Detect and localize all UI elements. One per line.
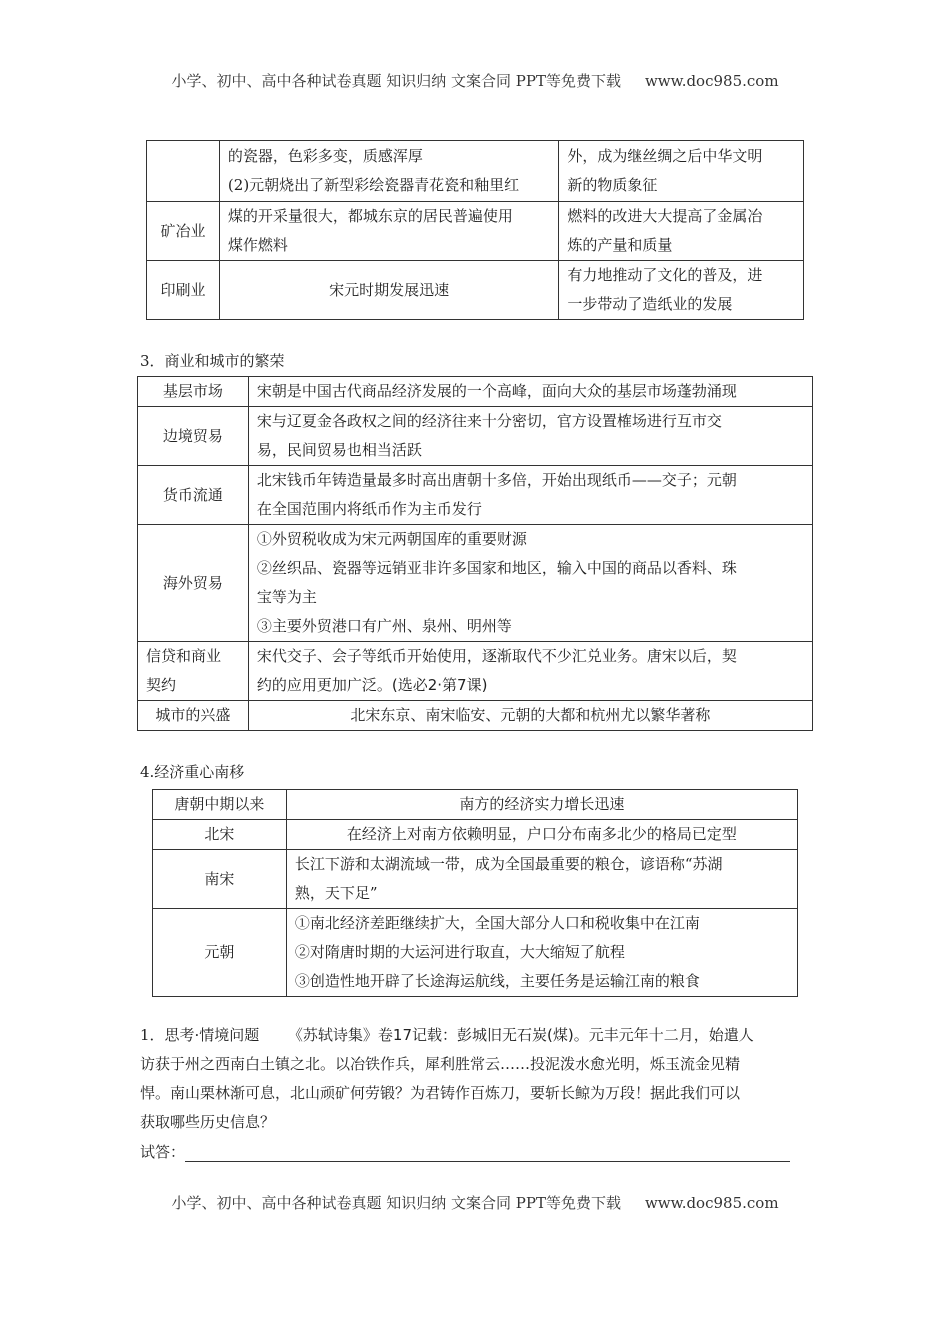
page-header xyxy=(0,70,950,91)
table-industry xyxy=(146,140,804,320)
table-row xyxy=(153,820,798,850)
question-line: 访获于州之西南白土镇之北。以冶铁作兵，犀利胜常云……投泥泼水愈光明，烁玉流金见精 xyxy=(140,1055,741,1073)
table-row xyxy=(138,466,813,525)
row-label: 元朝 xyxy=(153,909,287,997)
cell: 宋与辽夏金各政权之间的经济往来十分密切，官方设置榷场进行互市交 易，民间贸易也相当活跃 xyxy=(248,407,812,466)
cell: 北宋钱币年铸造量最多时高出唐朝十多倍，开始出现纸币——交子；元朝 在全国范围内将纸币作为主币发行 xyxy=(248,466,812,525)
table-commerce xyxy=(137,376,813,731)
row-label: 北宋 xyxy=(153,820,287,850)
row-label: 货币流通 xyxy=(138,466,249,525)
table-shift xyxy=(152,789,798,997)
row-label: 信贷和商业 契约 xyxy=(138,642,249,701)
table-row xyxy=(138,407,813,466)
row-label: 矿冶业 xyxy=(147,202,220,261)
header-text: 小学、初中、高中各种试卷真题 知识归纳 文案合同 PPT等免费下载 xyxy=(171,72,621,90)
row-label: 南宋 xyxy=(153,850,287,909)
question-line: 悍。南山栗林渐可息，北山顽矿何劳锻？为君铸作百炼刀，要斩长鲸为万段！据此我们可以 xyxy=(140,1084,741,1102)
row-label: 海外贸易 xyxy=(138,525,249,642)
table-row xyxy=(153,850,798,909)
answer-line[interactable] xyxy=(185,1143,790,1162)
footer-text: 小学、初中、高中各种试卷真题 知识归纳 文案合同 PPT等免费下载 xyxy=(171,1194,621,1212)
footer-site: www.doc985.com xyxy=(644,1194,779,1212)
answer-row xyxy=(140,1141,790,1162)
cell: 外，成为继丝绸之后中华文明 新的物质象征 xyxy=(559,141,804,202)
row-label: 基层市场 xyxy=(138,377,249,407)
cell: ①南北经济差距继续扩大，全国大部分人口和税收集中在江南 ②对隋唐时期的大运河进行取直，大大缩短了航程 ③创造性地开辟了长途海运航线，主要任务是运输江南的粮食 xyxy=(286,909,797,997)
section-title-3: 3．商业和城市的繁荣 xyxy=(140,352,285,370)
table-row xyxy=(138,377,813,407)
question-line: 获取哪些历史信息？ xyxy=(140,1113,276,1131)
cell: 燃料的改进大大提高了金属冶 炼的产量和质量 xyxy=(559,202,804,261)
cell: ①外贸税收成为宋元两朝国库的重要财源 ②丝织品、瓷器等远销亚非许多国家和地区，输入中国的商品以香料、珠 宝等为主 ③主要外贸港口有广州、泉州、明州等 xyxy=(248,525,812,642)
page-footer xyxy=(0,1192,950,1213)
table-row xyxy=(153,790,798,820)
cell: 有力地推动了文化的普及，进 一步带动了造纸业的发展 xyxy=(559,261,804,320)
table-row xyxy=(138,525,813,642)
row-label: 边境贸易 xyxy=(138,407,249,466)
cell-empty xyxy=(147,141,220,202)
cell: 宋朝是中国古代商品经济发展的一个高峰，面向大众的基层市场蓬勃涌现 xyxy=(248,377,812,407)
table-row xyxy=(153,909,798,997)
section-title-4: 4.经济重心南移 xyxy=(140,763,245,781)
row-label: 城市的兴盛 xyxy=(138,701,249,731)
cell: 南方的经济实力增长迅速 xyxy=(286,790,797,820)
cell: 宋元时期发展迅速 xyxy=(219,261,558,320)
row-label: 唐朝中期以来 xyxy=(153,790,287,820)
answer-label: 试答： xyxy=(140,1143,186,1161)
table-row xyxy=(138,642,813,701)
table-row xyxy=(147,202,804,261)
table-row xyxy=(147,261,804,320)
cell: 北宋东京、南宋临安、元朝的大都和杭州尤以繁华著称 xyxy=(248,701,812,731)
header-site: www.doc985.com xyxy=(644,72,779,90)
cell: 煤的开采量很大，都城东京的居民普遍使用 煤作燃料 xyxy=(219,202,558,261)
cell: 宋代交子、会子等纸币开始使用，逐渐取代不少汇兑业务。唐宋以后，契 约的应用更加广泛。(选必2·第7课) xyxy=(248,642,812,701)
cell: 的瓷器，色彩多变，质感浑厚 (2)元朝烧出了新型彩绘瓷器青花瓷和釉里红 xyxy=(219,141,558,202)
question-block xyxy=(140,1021,810,1137)
question-prefix: 1．思考·情境问题 xyxy=(140,1026,260,1044)
table-row xyxy=(138,701,813,731)
row-label: 印刷业 xyxy=(147,261,220,320)
cell: 在经济上对南方依赖明显，户口分布南多北少的格局已定型 xyxy=(286,820,797,850)
question-line: 《苏轼诗集》卷17记载：彭城旧无石炭(煤)。元丰元年十二月，始遣人 xyxy=(287,1026,754,1044)
table-row xyxy=(147,141,804,202)
cell: 长江下游和太湖流域一带，成为全国最重要的粮仓，谚语称“苏湖 熟，天下足” xyxy=(286,850,797,909)
